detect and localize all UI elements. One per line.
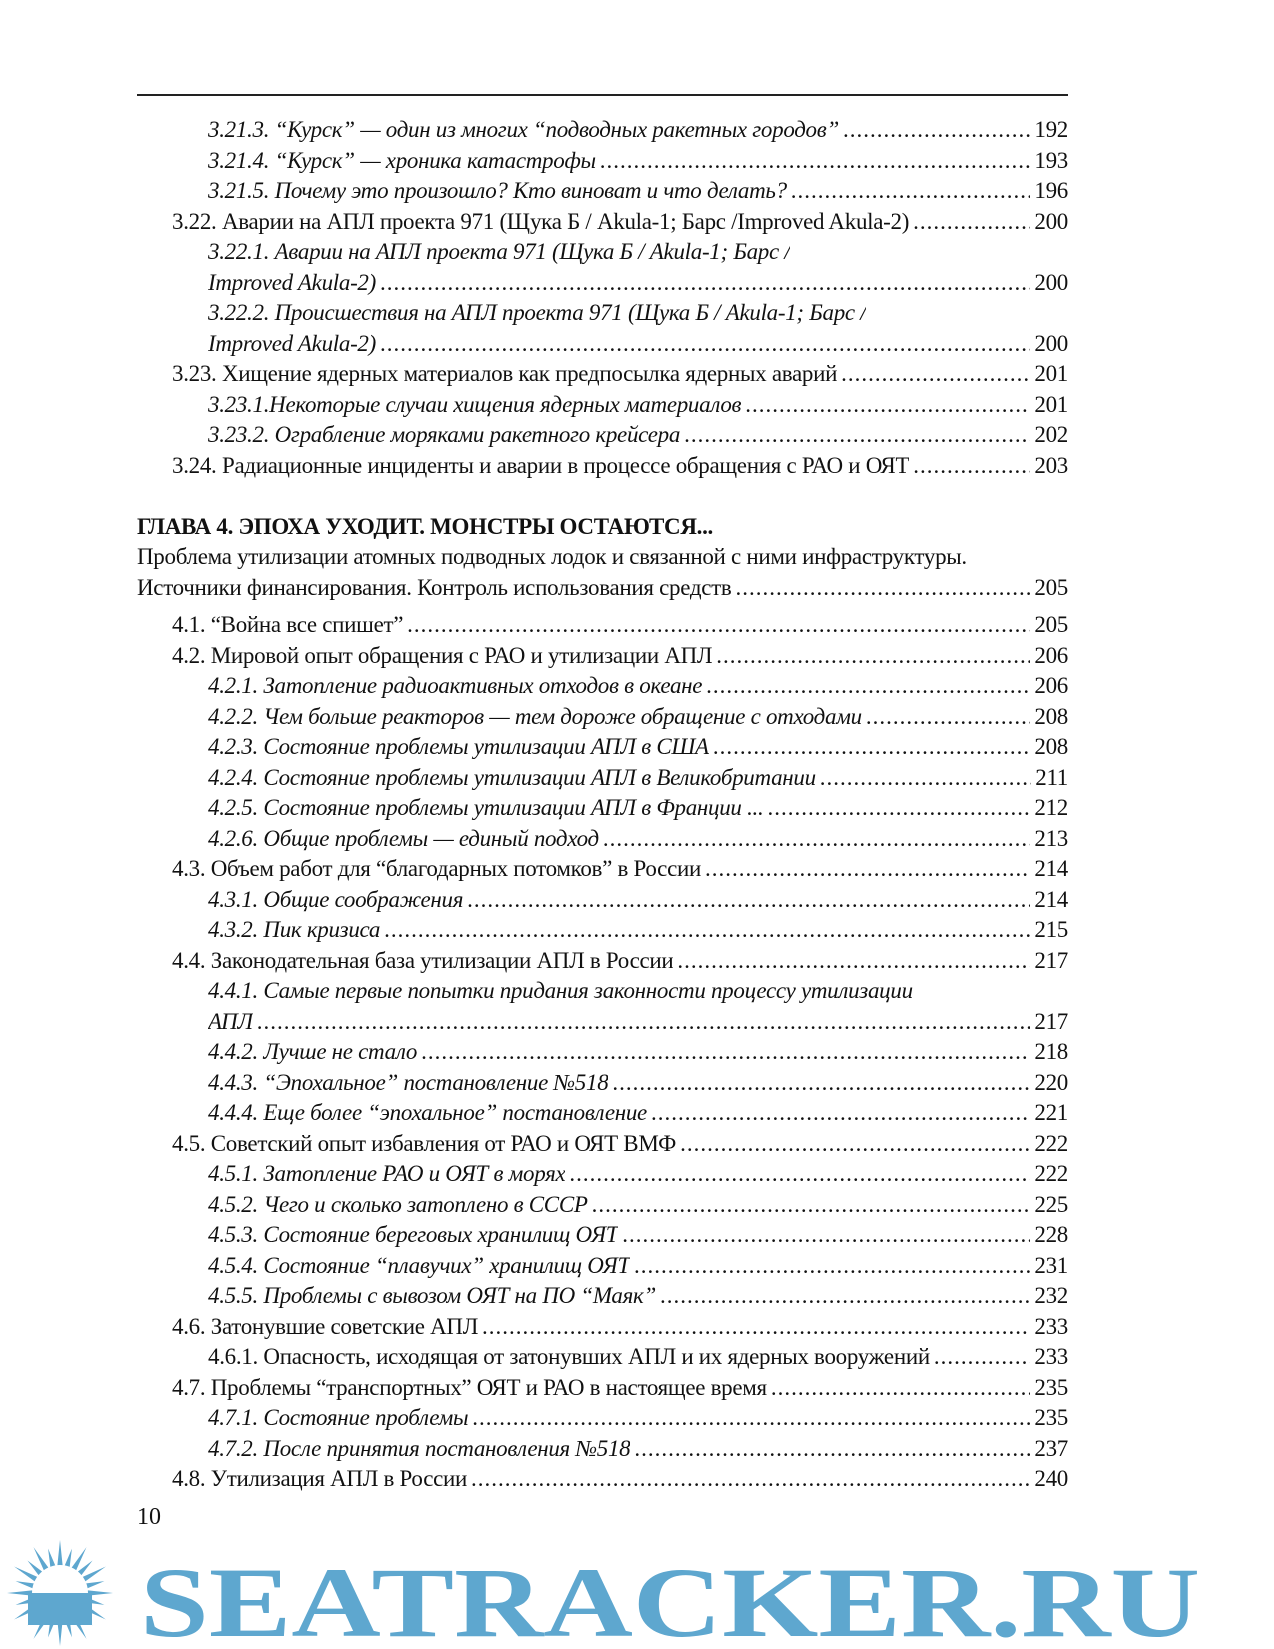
toc-entry[interactable] bbox=[137, 146, 1068, 177]
toc-entry-title: 4.5.4. Состояние “плавучих” хранилищ ОЯТ bbox=[208, 1252, 630, 1278]
chapter-title: ГЛАВА 4. ЭПОХА УХОДИТ. МОНСТРЫ ОСТАЮТСЯ... bbox=[137, 513, 713, 539]
toc-entry-title: 4.6.1. Опасность, исходящая от затонувших АПЛ и их ядерных вооружений bbox=[208, 1344, 930, 1370]
toc-entry-title: Improved Akula-2) bbox=[208, 330, 376, 356]
toc-entry[interactable] bbox=[137, 1464, 1068, 1495]
page-ref: 205 bbox=[1034, 612, 1068, 638]
page-ref: 212 bbox=[1034, 795, 1068, 821]
toc-entry[interactable] bbox=[137, 1312, 1068, 1343]
dot-leader bbox=[677, 948, 1030, 974]
page-ref: 201 bbox=[1034, 391, 1068, 417]
toc-entry[interactable] bbox=[137, 1281, 1068, 1312]
toc-entry-title: 4.4.1. Самые первые попытки придания законности процессу утилизации bbox=[208, 978, 913, 1004]
toc-entry-title: 4.8. Утилизация АПЛ в России bbox=[172, 1466, 468, 1492]
dot-leader bbox=[866, 704, 1031, 730]
sun-ray bbox=[71, 1615, 86, 1639]
sun-ray bbox=[85, 1581, 104, 1589]
toc-entry-title: 3.23. Хищение ядерных материалов как предпосылка ядерных аварий bbox=[172, 361, 838, 387]
toc-entry-title: 3.23.1.Некоторые случаи хищения ядерных материалов bbox=[208, 391, 742, 417]
sun-ray bbox=[48, 1618, 56, 1637]
toc-entry[interactable] bbox=[137, 793, 1068, 824]
page-ref: 228 bbox=[1034, 1222, 1068, 1248]
page-ref: 214 bbox=[1034, 886, 1068, 912]
spacer bbox=[137, 603, 1068, 610]
sun-ray bbox=[77, 1560, 92, 1575]
sun-ray bbox=[14, 1567, 38, 1582]
sun-ray bbox=[82, 1567, 106, 1582]
toc-entry-title: 4.2.6. Общие проблемы — единый подход bbox=[208, 825, 599, 851]
dot-leader bbox=[913, 209, 1030, 235]
chapter-4-entries bbox=[137, 610, 1068, 1495]
toc-entry[interactable] bbox=[137, 854, 1068, 885]
dot-leader bbox=[407, 612, 1030, 638]
toc-entry-title: 4.2.3. Состояние проблемы утилизации АПЛ в США bbox=[208, 734, 709, 760]
sun-ray bbox=[82, 1604, 106, 1619]
page-ref: 235 bbox=[1034, 1374, 1068, 1400]
page-ref: 221 bbox=[1034, 1100, 1068, 1126]
toc-entry-title: 3.22.1. Аварии на АПЛ проекта 971 (Щука Б / Akula-1; Барс / bbox=[208, 239, 791, 265]
sun-ray bbox=[64, 1618, 72, 1637]
spacer bbox=[137, 481, 1068, 512]
toc-entry[interactable] bbox=[137, 702, 1068, 733]
toc-entry[interactable] bbox=[137, 885, 1068, 916]
toc-entry[interactable] bbox=[137, 824, 1068, 855]
sun-ray bbox=[34, 1547, 49, 1571]
page-ref: 202 bbox=[1034, 422, 1068, 448]
dot-leader bbox=[660, 1283, 1030, 1309]
dot-leader bbox=[380, 270, 1030, 296]
sun-ray bbox=[16, 1581, 35, 1589]
toc-entry[interactable] bbox=[137, 359, 1068, 390]
page-ref: 232 bbox=[1034, 1283, 1068, 1309]
dot-leader bbox=[684, 422, 1030, 448]
dot-leader bbox=[467, 887, 1030, 913]
page-ref: 235 bbox=[1034, 1405, 1068, 1431]
toc-entry[interactable] bbox=[137, 976, 1068, 1007]
dot-leader bbox=[257, 1009, 1031, 1035]
page-ref: 233 bbox=[1034, 1313, 1068, 1339]
toc-entry[interactable] bbox=[137, 671, 1068, 702]
toc-entry-title: 4.5.5. Проблемы с вывозом ОЯТ на ПО “Маяк” bbox=[208, 1283, 656, 1309]
toc-entry-title: 4.2. Мировой опыт обращения с РАО и утилизации АПЛ bbox=[172, 642, 713, 668]
toc-entry-title: 3.21.5. Почему это произошло? Кто виноват и что делать? bbox=[208, 178, 787, 204]
page-ref: 233 bbox=[1034, 1344, 1068, 1370]
dot-leader bbox=[934, 1344, 1031, 1370]
toc-entry[interactable] bbox=[137, 1220, 1068, 1251]
toc-entry[interactable] bbox=[137, 1373, 1068, 1404]
page-ref: 231 bbox=[1034, 1252, 1068, 1278]
page-ref: 225 bbox=[1034, 1191, 1068, 1217]
toc-entry[interactable] bbox=[137, 1098, 1068, 1129]
page-ref: 217 bbox=[1034, 947, 1068, 973]
dot-leader bbox=[913, 453, 1030, 479]
toc-entry-title: 4.6. Затонувшие советские АПЛ bbox=[172, 1313, 479, 1339]
page-ref: 218 bbox=[1034, 1039, 1068, 1065]
toc-entry-title: 4.5.1. Затопление РАО и ОЯТ в морях bbox=[208, 1161, 566, 1187]
sun-ray bbox=[48, 1549, 56, 1568]
dot-leader bbox=[472, 1405, 1030, 1431]
toc-entry[interactable] bbox=[137, 420, 1068, 451]
toc-entry-title: 4.7.1. Состояние проблемы bbox=[208, 1405, 469, 1431]
dot-leader bbox=[634, 1436, 1030, 1462]
toc-entry[interactable] bbox=[137, 268, 1068, 299]
dot-leader bbox=[767, 795, 1030, 821]
toc-entry[interactable] bbox=[137, 1403, 1068, 1434]
toc-entry-title: 4.7.2. После принятия постановления №518 bbox=[208, 1435, 631, 1461]
toc-entry-title: 4.5.3. Состояние береговых хранилищ ОЯТ bbox=[208, 1222, 619, 1248]
sun-ray bbox=[27, 1560, 42, 1575]
sun-ray bbox=[16, 1597, 35, 1605]
dot-leader bbox=[651, 1100, 1030, 1126]
dot-leader bbox=[600, 148, 1031, 174]
page-ref: 205 bbox=[1034, 574, 1068, 600]
dot-leader bbox=[771, 1375, 1031, 1401]
dot-leader bbox=[820, 765, 1031, 791]
dot-leader bbox=[713, 734, 1031, 760]
toc-entry[interactable] bbox=[137, 1068, 1068, 1099]
dot-leader bbox=[841, 361, 1030, 387]
dot-leader bbox=[680, 1131, 1030, 1157]
page-ref: 206 bbox=[1034, 673, 1068, 699]
toc-entry[interactable] bbox=[137, 1007, 1068, 1038]
table-of-contents bbox=[137, 115, 1068, 1495]
page-ref: 192 bbox=[1034, 117, 1068, 143]
sun-ray bbox=[57, 1540, 62, 1566]
dot-leader bbox=[735, 575, 1030, 601]
dot-leader bbox=[482, 1314, 1030, 1340]
page-ref: 215 bbox=[1034, 917, 1068, 943]
toc-entry-title: 3.21.3. “Курск” — один из многих “подводных ракетных городов” bbox=[208, 117, 839, 143]
dot-leader bbox=[745, 392, 1030, 418]
toc-entry[interactable] bbox=[137, 1159, 1068, 1190]
toc-entry[interactable] bbox=[137, 115, 1068, 146]
toc-entry-title: 4.4.2. Лучше не стало bbox=[208, 1039, 418, 1065]
toc-entry[interactable] bbox=[137, 1129, 1068, 1160]
toc-entry[interactable] bbox=[137, 207, 1068, 238]
dot-leader bbox=[612, 1070, 1030, 1096]
toc-entry-title: 4.4.4. Еще более “эпохальное” постановление bbox=[208, 1100, 647, 1126]
sun-ray bbox=[7, 1590, 33, 1595]
page-ref: 206 bbox=[1034, 642, 1068, 668]
sun-ray bbox=[85, 1597, 104, 1605]
toc-entry[interactable] bbox=[137, 946, 1068, 977]
toc-entry[interactable] bbox=[137, 298, 1068, 329]
toc-entry-title: 4.2.2. Чем больше реакторов — тем дороже обращение с отходами bbox=[208, 703, 862, 729]
toc-entry-title: 4.7. Проблемы “транспортных” ОЯТ и РАО в настоящее время bbox=[172, 1374, 767, 1400]
toc-entry[interactable] bbox=[137, 763, 1068, 794]
toc-entry-title: 4.2.1. Затопление радиоактивных отходов в океане bbox=[208, 673, 703, 699]
sun-ray bbox=[57, 1620, 62, 1646]
dot-leader bbox=[843, 117, 1030, 143]
dot-leader bbox=[622, 1222, 1030, 1248]
page-ref: 193 bbox=[1034, 147, 1068, 173]
sun-ray bbox=[77, 1610, 92, 1625]
toc-entry-title: 3.23.2. Ограбление моряками ракетного крейсера bbox=[208, 422, 681, 448]
toc-entry-title: 4.2.4. Состояние проблемы утилизации АПЛ в Великобритании bbox=[208, 764, 816, 790]
page-ref: 208 bbox=[1034, 734, 1068, 760]
page-ref: 240 bbox=[1034, 1466, 1068, 1492]
toc-entry-title: 3.24. Радиационные инциденты и аварии в процессе обращения с РАО и ОЯТ bbox=[172, 452, 910, 478]
toc-entry[interactable] bbox=[137, 1190, 1068, 1221]
dot-leader bbox=[706, 673, 1030, 699]
page-ref: 222 bbox=[1034, 1161, 1068, 1187]
toc-entry-title: 4.4. Законодательная база утилизации АПЛ в России bbox=[172, 947, 674, 973]
sun-ray bbox=[14, 1604, 38, 1619]
toc-entry[interactable] bbox=[137, 1434, 1068, 1465]
page-ref: 203 bbox=[1034, 452, 1068, 478]
toc-entry[interactable] bbox=[137, 1037, 1068, 1068]
toc-entry[interactable] bbox=[137, 176, 1068, 207]
toc-entry-title: 3.22.2. Происшествия на АПЛ проекта 971 (Щука Б / Akula-1; Барс / bbox=[208, 300, 867, 326]
toc-entry-title: 4.1. “Война все спишет” bbox=[172, 612, 404, 638]
chapter-description-line: Проблема утилизации атомных подводных лодок и связанной с ними инфраструктуры. bbox=[137, 544, 967, 570]
page-ref: 213 bbox=[1034, 825, 1068, 851]
toc-entry-title: 3.21.4. “Курск” — хроника катастрофы bbox=[208, 147, 596, 173]
section-3-entries bbox=[137, 115, 1068, 481]
dot-leader bbox=[569, 1161, 1030, 1187]
page-ref: 214 bbox=[1034, 856, 1068, 882]
sun-ray bbox=[71, 1547, 86, 1571]
page-ref: 208 bbox=[1034, 703, 1068, 729]
page-ref: 211 bbox=[1035, 764, 1068, 790]
page-ref: 237 bbox=[1034, 1435, 1068, 1461]
watermark bbox=[0, 1538, 1274, 1649]
toc-entry[interactable] bbox=[137, 610, 1068, 641]
sun-ray bbox=[64, 1549, 72, 1568]
page-ref: 200 bbox=[1034, 330, 1068, 356]
toc-entry-title: 4.3. Объем работ для “благодарных потомков” в России bbox=[172, 856, 701, 882]
sun-ray bbox=[87, 1590, 113, 1595]
dot-leader bbox=[791, 178, 1031, 204]
toc-entry[interactable] bbox=[137, 641, 1068, 672]
toc-entry[interactable] bbox=[137, 451, 1068, 482]
toc-entry[interactable] bbox=[137, 915, 1068, 946]
toc-entry-title: 4.4.3. “Эпохальное” постановление №518 bbox=[208, 1069, 609, 1095]
page-ref: 201 bbox=[1034, 361, 1068, 387]
toc-entry[interactable] bbox=[137, 732, 1068, 763]
toc-entry-title: 4.3.2. Пик кризиса bbox=[208, 917, 381, 943]
toc-entry[interactable] bbox=[137, 329, 1068, 360]
page-ref: 200 bbox=[1034, 208, 1068, 234]
sun-ray bbox=[27, 1610, 42, 1625]
page-ref: 196 bbox=[1034, 178, 1068, 204]
toc-entry[interactable] bbox=[137, 1342, 1068, 1373]
sun-ray bbox=[34, 1615, 49, 1639]
page-ref: 200 bbox=[1034, 269, 1068, 295]
page-ref: 222 bbox=[1034, 1130, 1068, 1156]
dot-leader bbox=[634, 1253, 1030, 1279]
toc-entry-title: Improved Akula-2) bbox=[208, 269, 376, 295]
toc-entry-title: 4.5. Советский опыт избавления от РАО и ОЯТ ВМФ bbox=[172, 1130, 677, 1156]
dot-leader bbox=[471, 1466, 1030, 1492]
page-ref: 220 bbox=[1034, 1069, 1068, 1095]
chapter-description-line[interactable]: Источники финансирования. Контроль использования средств ..... 205 bbox=[137, 573, 1068, 604]
toc-entry-title: 4.2.5. Состояние проблемы утилизации АПЛ в Франции ... bbox=[208, 795, 764, 821]
toc-entry-title: АПЛ bbox=[208, 1008, 253, 1034]
dot-leader bbox=[705, 856, 1030, 882]
toc-entry-title: 3.22. Аварии на АПЛ проекта 971 (Щука Б / Akula-1; Барс /Improved Akula-2) bbox=[172, 208, 910, 234]
dot-leader bbox=[421, 1039, 1030, 1065]
toc-entry[interactable] bbox=[137, 1251, 1068, 1282]
watermark-text: SEATRACKER.RU bbox=[140, 1547, 1200, 1649]
dot-leader bbox=[603, 826, 1031, 852]
toc-entry-title: 4.5.2. Чего и сколько затоплено в СССР bbox=[208, 1191, 588, 1217]
dot-leader bbox=[380, 331, 1030, 357]
dot-leader bbox=[384, 917, 1030, 943]
sun-logo-icon bbox=[7, 1540, 113, 1646]
toc-entry-title: 4.3.1. Общие соображения bbox=[208, 886, 464, 912]
dot-leader bbox=[592, 1192, 1031, 1218]
page-number: 10 bbox=[137, 1504, 161, 1530]
toc-entry[interactable] bbox=[137, 390, 1068, 421]
header-rule bbox=[137, 94, 1068, 96]
toc-entry[interactable] bbox=[137, 237, 1068, 268]
dot-leader bbox=[716, 643, 1030, 669]
page-ref: 217 bbox=[1034, 1008, 1068, 1034]
